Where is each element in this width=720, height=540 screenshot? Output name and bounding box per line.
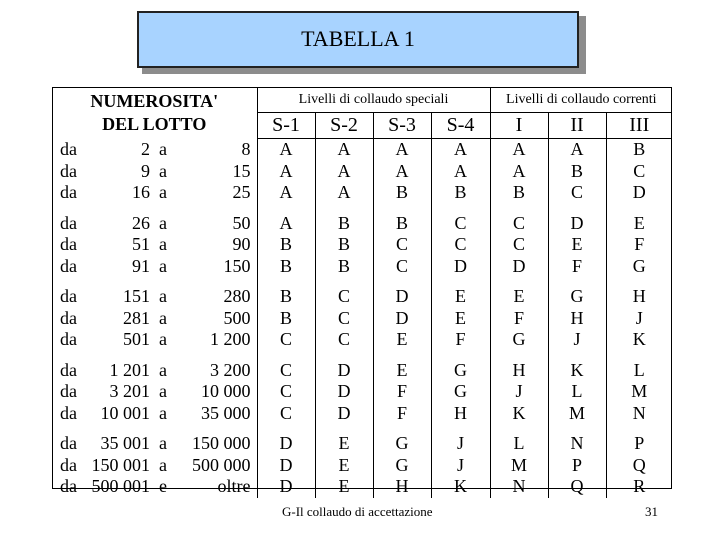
page-number: 31 xyxy=(645,504,658,519)
range-da: da xyxy=(60,160,77,181)
separator-cell xyxy=(431,277,490,286)
range-da: da xyxy=(60,381,77,401)
code-iii: D xyxy=(632,182,646,202)
code-iii: J xyxy=(635,307,643,328)
code-s3: B xyxy=(373,213,431,235)
code-s4: E xyxy=(431,286,490,308)
range-da: da xyxy=(60,182,77,202)
code-i: K xyxy=(490,403,548,425)
range-from: 501 xyxy=(123,329,150,349)
code-s4: K xyxy=(431,476,490,498)
separator-cell xyxy=(90,424,150,433)
range-a: a xyxy=(159,381,167,401)
separator-cell xyxy=(90,351,150,360)
code-s2: A xyxy=(315,139,373,161)
separator-cell xyxy=(373,277,431,286)
code-s2: C xyxy=(315,286,373,308)
code-i: C xyxy=(490,213,548,235)
code-ii: H xyxy=(548,308,606,330)
code-iii: P xyxy=(634,433,645,453)
range-a: a xyxy=(159,138,167,159)
code-s4: C xyxy=(431,213,490,235)
range-from: 10 001 xyxy=(100,402,150,423)
code-iii: M xyxy=(631,381,648,401)
range-a: a xyxy=(159,234,167,254)
code-s1: A xyxy=(257,213,315,235)
separator-cell xyxy=(257,204,315,213)
code-s4: H xyxy=(431,403,490,425)
range-da: da xyxy=(60,212,77,233)
code-ii: J xyxy=(548,329,606,351)
table-row xyxy=(52,403,672,425)
special-levels-header: Livelli di collaudo speciali xyxy=(257,87,490,113)
code-s3: F xyxy=(373,381,431,403)
group-separator xyxy=(52,424,672,433)
separator-cell xyxy=(373,204,431,213)
code-s4: D xyxy=(431,256,490,278)
code-i: H xyxy=(490,360,548,382)
range-to: 150 000 xyxy=(176,433,257,455)
range-a: a xyxy=(159,433,167,453)
separator-cell xyxy=(52,204,90,213)
table-body xyxy=(52,139,672,498)
code-iii: N xyxy=(632,402,646,423)
separator-cell xyxy=(52,424,90,433)
range-da: da xyxy=(60,234,77,254)
code-s4: A xyxy=(431,139,490,161)
range-from: 2 xyxy=(141,138,150,159)
code-i: G xyxy=(490,329,548,351)
code-s2: B xyxy=(315,234,373,256)
code-i: N xyxy=(490,476,548,498)
code-iii: F xyxy=(634,234,645,254)
code-s1: B xyxy=(257,234,315,256)
range-from: 51 xyxy=(132,234,150,254)
separator-cell xyxy=(548,277,606,286)
code-s3: C xyxy=(373,234,431,256)
separator-cell xyxy=(315,277,373,286)
code-iii: K xyxy=(632,329,646,349)
level-header-iii: III xyxy=(606,113,672,139)
range-from: 9 xyxy=(141,160,150,181)
separator-cell xyxy=(150,277,176,286)
separator-cell xyxy=(490,277,548,286)
separator-cell xyxy=(606,204,672,213)
code-ii: P xyxy=(548,455,606,477)
code-i: B xyxy=(490,182,548,204)
table-row xyxy=(52,308,672,330)
group-separator xyxy=(52,277,672,286)
table-row xyxy=(52,234,672,256)
separator-cell xyxy=(431,204,490,213)
general-levels-header: Livelli di collaudo correnti xyxy=(490,87,672,113)
code-s4: J xyxy=(431,455,490,477)
range-to: 3 200 xyxy=(176,360,257,382)
code-s3: D xyxy=(373,286,431,308)
separator-cell xyxy=(150,204,176,213)
code-ii: B xyxy=(548,161,606,183)
page-title-text: TABELLA 1 xyxy=(301,25,415,51)
table-row xyxy=(52,476,672,498)
page-title xyxy=(137,11,579,68)
table-row xyxy=(52,256,672,278)
separator-cell xyxy=(52,351,90,360)
table-row xyxy=(52,161,672,183)
code-i: M xyxy=(490,455,548,477)
range-to: 150 xyxy=(176,256,257,278)
range-da: da xyxy=(60,329,77,349)
code-i: D xyxy=(490,256,548,278)
range-from: 500 001 xyxy=(91,476,150,496)
code-s2: D xyxy=(315,381,373,403)
code-ii: A xyxy=(548,139,606,161)
code-s2: D xyxy=(315,403,373,425)
separator-cell xyxy=(606,351,672,360)
code-s3: A xyxy=(373,139,431,161)
code-iii: C xyxy=(633,160,646,181)
range-da: da xyxy=(60,359,77,380)
separator-cell xyxy=(490,204,548,213)
code-s1: C xyxy=(257,329,315,351)
range-a: a xyxy=(159,359,167,380)
code-i: A xyxy=(490,139,548,161)
range-to: 500 xyxy=(176,308,257,330)
separator-cell xyxy=(373,351,431,360)
separator-cell xyxy=(176,424,257,433)
range-from: 281 xyxy=(123,307,150,328)
range-from: 35 001 xyxy=(100,433,150,453)
range-to: 1 200 xyxy=(176,329,257,351)
code-s2: E xyxy=(315,476,373,498)
code-s1: A xyxy=(257,182,315,204)
range-da: da xyxy=(60,402,77,423)
separator-cell xyxy=(257,351,315,360)
range-a: e xyxy=(159,476,167,496)
code-iii: Q xyxy=(632,454,646,475)
code-s3: E xyxy=(373,360,431,382)
group-separator xyxy=(52,351,672,360)
separator-cell xyxy=(52,277,90,286)
range-to: 90 xyxy=(176,234,257,256)
separator-cell xyxy=(176,204,257,213)
range-from: 3 201 xyxy=(109,381,150,401)
separator-cell xyxy=(606,277,672,286)
code-ii: F xyxy=(548,256,606,278)
range-to: 35 000 xyxy=(176,403,257,425)
separator-cell xyxy=(315,424,373,433)
code-ii: Q xyxy=(548,476,606,498)
range-to: 25 xyxy=(176,182,257,204)
code-iii: B xyxy=(633,139,646,159)
code-i: F xyxy=(490,308,548,330)
code-iii: G xyxy=(632,255,646,276)
code-s4: B xyxy=(431,182,490,204)
lot-size-header-line-1: NUMEROSITA' xyxy=(90,90,219,111)
range-from: 151 xyxy=(123,286,150,306)
code-ii: L xyxy=(548,381,606,403)
code-s1: B xyxy=(257,308,315,330)
separator-cell xyxy=(315,204,373,213)
code-ii: E xyxy=(548,234,606,256)
code-ii: M xyxy=(548,403,606,425)
code-s2: A xyxy=(315,161,373,183)
range-a: a xyxy=(159,182,167,202)
separator-cell xyxy=(431,351,490,360)
range-from: 91 xyxy=(132,255,150,276)
code-s2: B xyxy=(315,213,373,235)
separator-cell xyxy=(90,204,150,213)
code-s3: G xyxy=(373,433,431,455)
table-row xyxy=(52,360,672,382)
code-s4: G xyxy=(431,381,490,403)
code-ii: G xyxy=(548,286,606,308)
range-from: 26 xyxy=(132,212,150,233)
code-ii: N xyxy=(548,433,606,455)
range-a: a xyxy=(159,329,167,349)
code-s4: A xyxy=(431,161,490,183)
footer-caption: G-Il collaudo di accettazione xyxy=(282,504,433,519)
level-header-s3: S-3 xyxy=(373,113,431,139)
code-s3: B xyxy=(373,182,431,204)
code-i: A xyxy=(490,161,548,183)
level-header-s2: S-2 xyxy=(315,113,373,139)
code-i: E xyxy=(490,286,548,308)
range-to: 10 000 xyxy=(176,381,257,403)
table-row xyxy=(52,182,672,204)
code-s4: F xyxy=(431,329,490,351)
code-s2: A xyxy=(315,182,373,204)
separator-cell xyxy=(150,351,176,360)
range-from: 1 201 xyxy=(109,359,150,380)
range-a: a xyxy=(159,402,167,423)
separator-cell xyxy=(373,424,431,433)
range-to: oltre xyxy=(176,476,257,498)
table-row xyxy=(52,433,672,455)
range-a: a xyxy=(159,307,167,328)
range-da: da xyxy=(60,138,77,159)
table-row xyxy=(52,139,672,161)
range-a: a xyxy=(159,286,167,306)
range-a: a xyxy=(159,212,167,233)
lot-size-header-line-2: DEL LOTTO xyxy=(102,113,207,134)
code-s3: E xyxy=(373,329,431,351)
separator-cell xyxy=(606,424,672,433)
code-s2: C xyxy=(315,329,373,351)
sampling-code-table xyxy=(52,87,672,498)
code-s4: C xyxy=(431,234,490,256)
range-da: da xyxy=(60,255,77,276)
table-row xyxy=(52,213,672,235)
code-s1: C xyxy=(257,360,315,382)
code-ii: D xyxy=(548,213,606,235)
range-a: a xyxy=(159,454,167,475)
range-da: da xyxy=(60,476,77,496)
code-s1: D xyxy=(257,476,315,498)
separator-cell xyxy=(176,351,257,360)
table-row xyxy=(52,455,672,477)
level-header-s1: S-1 xyxy=(257,113,315,139)
code-s1: B xyxy=(257,256,315,278)
separator-cell xyxy=(548,204,606,213)
range-da: da xyxy=(60,286,77,306)
range-to: 500 000 xyxy=(176,455,257,477)
separator-cell xyxy=(257,424,315,433)
separator-cell xyxy=(431,424,490,433)
code-s3: A xyxy=(373,161,431,183)
code-iii: E xyxy=(633,212,645,233)
range-a: a xyxy=(159,160,167,181)
code-s1: C xyxy=(257,403,315,425)
separator-cell xyxy=(548,424,606,433)
level-header-ii: II xyxy=(548,113,606,139)
range-da: da xyxy=(60,454,77,475)
range-from: 150 001 xyxy=(91,454,150,475)
range-to: 50 xyxy=(176,213,257,235)
code-iii: L xyxy=(633,359,645,380)
separator-cell xyxy=(315,351,373,360)
code-s4: J xyxy=(431,433,490,455)
separator-cell xyxy=(490,351,548,360)
separator-cell xyxy=(150,424,176,433)
code-ii: K xyxy=(548,360,606,382)
header-row-groups xyxy=(52,87,672,113)
range-to: 15 xyxy=(176,161,257,183)
group-separator xyxy=(52,204,672,213)
code-iii: H xyxy=(632,286,646,306)
level-header-s4: S-4 xyxy=(431,113,490,139)
range-from: 16 xyxy=(132,182,150,202)
separator-cell xyxy=(176,277,257,286)
code-s1: A xyxy=(257,139,315,161)
lot-size-header xyxy=(52,87,257,139)
code-s3: F xyxy=(373,403,431,425)
separator-cell xyxy=(257,277,315,286)
range-da: da xyxy=(60,433,77,453)
code-i: L xyxy=(490,433,548,455)
range-a: a xyxy=(159,255,167,276)
code-i: J xyxy=(490,381,548,403)
code-iii: R xyxy=(633,476,646,496)
code-s2: C xyxy=(315,308,373,330)
separator-cell xyxy=(490,424,548,433)
code-s2: B xyxy=(315,256,373,278)
level-header-i: I xyxy=(490,113,548,139)
code-s2: E xyxy=(315,455,373,477)
separator-cell xyxy=(90,277,150,286)
table-row xyxy=(52,381,672,403)
table-row xyxy=(52,329,672,351)
code-s1: B xyxy=(257,286,315,308)
code-s2: D xyxy=(315,360,373,382)
code-s1: C xyxy=(257,381,315,403)
code-ii: C xyxy=(548,182,606,204)
table-row xyxy=(52,286,672,308)
code-s2: E xyxy=(315,433,373,455)
code-i: C xyxy=(490,234,548,256)
separator-cell xyxy=(548,351,606,360)
range-to: 280 xyxy=(176,286,257,308)
range-da: da xyxy=(60,307,77,328)
code-s3: C xyxy=(373,256,431,278)
code-s4: G xyxy=(431,360,490,382)
code-s3: H xyxy=(373,476,431,498)
code-s1: D xyxy=(257,433,315,455)
code-s3: D xyxy=(373,308,431,330)
range-to: 8 xyxy=(176,139,257,161)
code-s3: G xyxy=(373,455,431,477)
code-s1: D xyxy=(257,455,315,477)
code-s4: E xyxy=(431,308,490,330)
code-s1: A xyxy=(257,161,315,183)
